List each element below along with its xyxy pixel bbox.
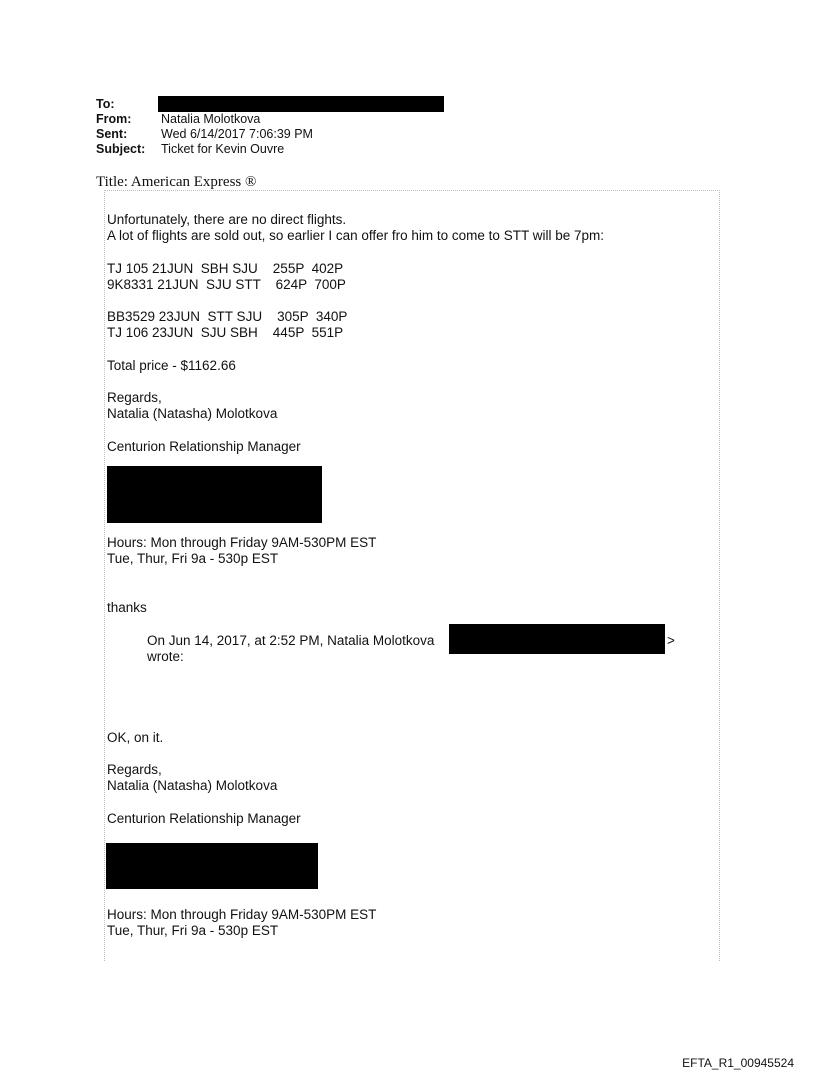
sent-value: Wed 6/14/2017 7:06:39 PM bbox=[161, 127, 313, 141]
flight-line: TJ 105 21JUN SBH SJU 255P 402P bbox=[107, 261, 344, 276]
thanks-text: thanks bbox=[107, 600, 147, 615]
flight-line: 9K8331 21JUN SJU STT 624P 700P bbox=[107, 277, 346, 292]
hours-line-1: Hours: Mon through Friday 9AM-530PM EST bbox=[107, 535, 377, 550]
title-line: Title: American Express ® bbox=[96, 174, 257, 190]
quote-wrote: wrote: bbox=[147, 649, 184, 664]
regards: Regards, bbox=[107, 390, 162, 405]
intro-line-2: A lot of flights are sold out, so earlier I can offer fro him to come to STT will be 7pm: bbox=[107, 228, 604, 243]
total-price: Total price - $1162.66 bbox=[107, 358, 236, 373]
quote-tail: > bbox=[667, 633, 675, 648]
sender-role: Centurion Relationship Manager bbox=[107, 439, 301, 454]
hours-line-3: Hours: Mon through Friday 9AM-530PM EST bbox=[107, 907, 377, 922]
quote-line: On Jun 14, 2017, at 2:52 PM, Natalia Molotkova bbox=[147, 633, 435, 648]
document-id: EFTA_R1_00945524 bbox=[682, 1056, 794, 1070]
sender-name: Natalia (Natasha) Molotkova bbox=[107, 406, 278, 421]
redacted-email bbox=[449, 624, 665, 654]
sender-name-2: Natalia (Natasha) Molotkova bbox=[107, 778, 278, 793]
redacted-recipient bbox=[158, 96, 444, 112]
to-label: To: bbox=[96, 97, 115, 111]
redacted-contact-block-2 bbox=[106, 843, 318, 889]
intro-line-1: Unfortunately, there are no direct flights. bbox=[107, 212, 347, 227]
redacted-contact-block bbox=[107, 466, 322, 523]
sender-role-2: Centurion Relationship Manager bbox=[107, 811, 301, 826]
flight-line: TJ 106 23JUN SJU SBH 445P 551P bbox=[107, 325, 344, 340]
sent-label: Sent: bbox=[96, 127, 128, 141]
hours-line-2: Tue, Thur, Fri 9a - 530p EST bbox=[107, 551, 279, 566]
subject-value: Ticket for Kevin Ouvre bbox=[161, 142, 285, 156]
flight-line: BB3529 23JUN STT SJU 305P 340P bbox=[107, 309, 348, 324]
regards-2: Regards, bbox=[107, 762, 162, 777]
from-label: From: bbox=[96, 112, 132, 126]
subject-label: Subject: bbox=[96, 142, 146, 156]
hours-line-4: Tue, Thur, Fri 9a - 530p EST bbox=[107, 923, 279, 938]
from-value: Natalia Molotkova bbox=[161, 112, 261, 126]
ok-text: OK, on it. bbox=[107, 730, 164, 745]
